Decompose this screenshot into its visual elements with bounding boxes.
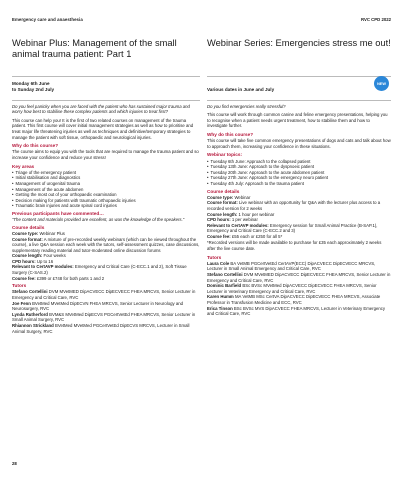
tutor-entry	[207, 283, 391, 294]
course-intro: Do you feel panicky when you are faced with the patient who has sustained major trauma and worry how best to stabilise these complex patients and which injuries to treat first?	[12, 103, 190, 115]
course-date-text: Various dates in June and July	[207, 87, 275, 92]
list-item: • Management of urogenital trauma	[12, 181, 200, 187]
tutor-entry	[12, 289, 200, 300]
tutor-name: Karen Humm	[207, 294, 234, 300]
detail-value: Webinar Plus	[38, 230, 65, 236]
tutor-entry	[12, 312, 200, 323]
detail-value: £55 each or £250 for all 5*	[230, 233, 283, 239]
brochure-label: RVC CPD 2022	[360, 17, 391, 22]
course-title: Webinar Plus: Management of the small animal trauma patient: Part 1	[12, 38, 177, 59]
list-item: • Initial stabilisation and diagnostics	[12, 175, 200, 181]
detail-value: Emergency session for Small Animal Practice (B-SAP.1), Emergency and Critical Care (C-ECC.2 and 3)	[207, 222, 378, 234]
list-item: • Triage of the emergency patient	[12, 170, 200, 176]
key-areas-heading: Key areas	[12, 163, 35, 169]
tutor-entry	[207, 306, 391, 317]
detail-value: A mixture of pre-recorded weekly webinars (which can be viewed throughout the course), a live Q&A session each week with the tutors, self-assessment quizzes, case discussions, supplementary reading material and tutor-moderated online discussion forums	[12, 236, 200, 253]
detail-key: Course type:	[12, 230, 39, 236]
detail-key: Course type:	[207, 194, 234, 200]
tutor-credentials: DVM MVetMED DipACVECC DipECVECC FHEA MRCVS, Senior Lecturer in Emergency and Critical Care, RVC	[12, 289, 196, 301]
detail-key: Course length:	[207, 211, 238, 217]
detail-key: Course fee:	[207, 233, 231, 239]
detail-row	[207, 200, 391, 211]
why-heading: Why do this course?	[12, 143, 59, 149]
list-item: • Getting the most out of your orthopaedic examination	[12, 192, 200, 198]
list-item: • Tuesday 13th June: Approach to the dyspnoeic patient	[207, 164, 391, 170]
tutor-name: Erica Tinson	[207, 305, 233, 311]
course-details-heading: Course details	[207, 188, 240, 194]
detail-key: CPD hours:	[207, 217, 231, 223]
detail-row	[207, 223, 391, 234]
detail-key: Course length:	[12, 253, 43, 259]
detail-value: 1 hour per webinar	[237, 211, 275, 217]
course-column-emergencies	[207, 38, 391, 317]
tutor-credentials: BVM&S MVetMed DipECVS PGCertVetEd FHEA MRCVS, Senior Lecturer in Small Animal Surgery, RVC	[12, 311, 196, 323]
divider	[207, 100, 391, 101]
list-item: • Tuesday 27th June: Approach to the emergency neuro patient	[207, 175, 391, 181]
list-item: • Traumatic brain injuries and acute spinal cord injuries	[12, 203, 200, 209]
why-text: This course will take five common emergency presentations of dogs and cats and talk about how to approach them, increasing your confidence in these situations.	[207, 138, 391, 149]
previous-participants-heading: Previous participants have commented…	[12, 210, 104, 216]
course-date-text: Monday 6th June to Sunday 2nd July	[12, 81, 55, 92]
detail-value: Up to 16	[35, 258, 54, 264]
detail-value: £399 or £748 for both parts 1 and 2	[35, 275, 105, 281]
why-heading: Why do this course?	[207, 131, 254, 137]
tutor-name: Rhiannon Strickland	[12, 323, 54, 329]
list-item: • Tuesday 4th July: Approach to the trauma patient	[207, 181, 391, 187]
tutor-name: Dominic Barfield	[207, 283, 242, 289]
course-dates	[207, 77, 391, 100]
detail-key: CPD hours:	[12, 258, 36, 264]
tutor-entry	[207, 272, 391, 283]
detail-value: Four weeks	[42, 253, 66, 259]
tutor-credentials: DVM MVetMED DipACVECC DipECVECC FHEA MRCVS, Senior Lecturer in Emergency and Critical Care, RVC	[207, 272, 391, 283]
course-description: This course can help you! It is the first of two related courses on management of the trauma patient. This first course will cover initial management strategies as well as how to prioritise and treat major life threatening injuries as well as techniques and definitive/temporary strategies to manage the patient with soft tissue, orthopaedic and neurological injuries.	[12, 117, 194, 140]
list-item: • Management of the acute abdomen	[12, 187, 200, 193]
detail-key: Course format:	[207, 200, 238, 206]
tutor-credentials: BVetMed MVetMed PGCertVetEd DipECVS MRCVS, Lecturer in Small Animal Surgery, RVC	[12, 323, 190, 334]
why-text: The course aims to equip you with the tools that are required to manage the trauma patient and so increase your confidence and reduce your stress!	[12, 149, 199, 160]
tutor-entry	[12, 301, 200, 312]
tutor-credentials: BA VetMB PGCertVetEd CertAVP(ECC) DipACVECC DipECVECC MRCVS, Lecturer in Small Animal Emergency and Critical Care, RVC	[207, 260, 376, 272]
key-areas-list	[12, 170, 200, 209]
course-intro: Do you find emergencies really stressful?	[207, 103, 286, 109]
detail-key: Relevant to CertAVP modules:	[12, 264, 74, 270]
tutor-entry	[12, 323, 200, 334]
tutor-credentials: BVetMed MVetMed DipECVN FHEA MRCVS, Senior Lecturer in Neurology and Neurosurgery, RVC	[12, 300, 184, 312]
list-item: • Decision making for patients with traumatic orthopaedic injuries	[12, 198, 200, 204]
page-header	[12, 17, 391, 27]
detail-row	[207, 234, 391, 240]
webinar-topics-heading: Webinar topics:	[207, 152, 243, 158]
detail-key: Course fee:	[12, 275, 36, 281]
tutors-heading: Tutors	[207, 254, 222, 260]
tutor-credentials: BSc BVSc MVS DipACVECC FHEA MRCVS, Lecturer in Veterinary Emergency and Critical Care, RVC	[207, 305, 386, 317]
page-number: 28	[12, 461, 17, 466]
course-column-trauma	[12, 38, 200, 334]
divider	[12, 100, 200, 101]
tutor-credentials: BSc BVSc MVetMed DipACVECC DipECVECC FHEA MRCVS, Senior Lecturer in Veterinary Emergency and Critical Care, RVC	[207, 283, 377, 294]
detail-key: Course format:	[12, 236, 43, 242]
detail-row	[12, 237, 200, 254]
new-badge: NEW	[374, 76, 389, 91]
course-details-heading: Course details	[12, 224, 45, 230]
tutor-entry	[207, 294, 391, 305]
participant-quote: “The content and materials provided are excellent, as was the knowledge of the speakers.”	[12, 217, 185, 223]
detail-value: Live webinar with an opportunity for Q&A with the lecturer plus access to a recorded version for 2 weeks	[207, 200, 381, 211]
tutor-name: Laura Cole	[207, 260, 230, 266]
tutor-entry	[207, 261, 391, 272]
detail-row	[12, 264, 200, 275]
webinar-topics-list	[207, 159, 391, 187]
tutor-name: Stefano Cortellini	[207, 272, 243, 278]
course-description: This course will work through common canine and feline emergency presentations, helping you to recognise when a patient needs urgent treatment, how to stabilise them and how to investigate further.	[207, 112, 388, 129]
list-item: • Tuesday 20th June: Approach to the acute abdomen patient	[207, 170, 391, 176]
detail-value: Emergency and Critical Care (C-ECC.1 and 2), Soft Tissue Surgery (C-SAS.2)	[12, 264, 187, 276]
recording-footnote: *Recorded versions will be made available to purchase for £35 each approximately 2 weeks after the live course date.	[207, 240, 382, 252]
detail-row	[12, 276, 200, 282]
tutor-credentials: MA VetMB MSc CertVA DipACVECC DipECVECC FHEA MRCVS, Associate Professor in Transfusion Medicine and ECC, RVC	[207, 294, 381, 306]
detail-value: Webinar	[233, 194, 251, 200]
tutor-name: Joe Fenn	[12, 300, 31, 306]
detail-value: 1 per webinar	[230, 217, 258, 223]
tutors-heading: Tutors	[12, 283, 27, 289]
tutor-name: Stefano Cortellini	[12, 289, 48, 295]
course-title: Webinar Series: Emergencies stress me out!	[207, 38, 391, 48]
list-item: • Tuesday 6th June: Approach to the collapsed patient	[207, 159, 391, 165]
detail-key: Relevant to CertAVP modules:	[207, 222, 269, 228]
section-label: Emergency care and anaesthesia	[12, 17, 83, 22]
course-dates	[12, 77, 200, 100]
tutor-name: Lynda Rutherford	[12, 311, 48, 317]
